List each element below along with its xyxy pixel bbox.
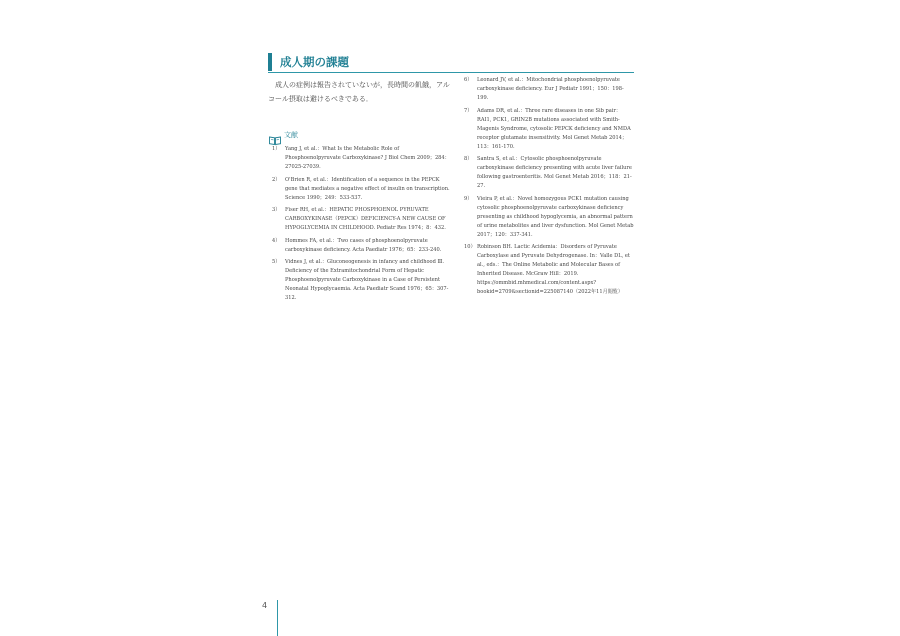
reference-text: Vidnes J, et al.：Gluconeogenesis in infancy and childhood Ⅲ. Deficiency of the Extramitochondrial Form of Hepatic Phosphoenolpyruvate Carboxykinase in a Case of Persistent Neonatal Hypoglycaemia. Acta Paediatr Scand 1976；65：307-312. [285,259,449,301]
reference-number: 9） [464,195,473,202]
reference-text: Leonard JV, et al.：Mitochondrial phosphoenolpyruvate carboxykinase deficiency. Eur J Pediatr 1991；150：198-199. [477,77,624,101]
references-right-column [464,76,634,301]
reference-text: Hommes FA, et al.：Two cases of phosphoenolpyruvate carboxykinase deficiency. Acta Paediatr 1976；65：233-240. [285,237,442,253]
reference-text: Yang J, et al.：What Is the Metabolic Role of Phosphoenolpyruvate Carboxykinase? J Biol Chem 2009；284：27025-27039. [285,146,450,170]
reference-item [464,243,634,297]
reference-item [272,206,453,233]
reference-text: Adams DR, et al.：Three rare diseases in one Sib pair：RAI1, PCK1, GRIN2B mutations associated with Smith-Magenis Syndrome, cytosolic PEPCK deficiency and NMDA receptor glutamate insensitivity. Mol Genet Metab 2014；113：161-170. [477,107,631,150]
reference-number: 5） [272,259,281,265]
reference-item [272,258,453,303]
reference-item [464,195,634,240]
section-title: 成人期の課題 [280,55,349,69]
references-left-column [272,145,453,307]
reference-text: Robinson BH. Lactic Acidemia：Disorders of Pyruvate Carboxylase and Pyruvate Dehydrogenase. In：Valle DL, et al., eds.：The Online Metabolic and Molecular Bases of Inherited Disease. McGraw Hill：2019. https://ommbid.mhmedical.com/content.aspx?bookid=2709&sectionid=225087140（2022年11月閲覧） [477,244,630,295]
body-paragraph: 成人の症例は報告されていないが，長時間の飢餓，アルコール摂取は避けるべきである． [268,81,450,103]
reference-item [464,107,634,152]
reference-number: 10） [464,244,476,250]
reference-number: 3） [272,207,281,213]
reference-text: Fiser RH, et al.：HEPATIC PHOSPHOENOL PYRUVATE CARBOXYKINASE（PEPCK）DEFICIENCY-A NEW CAUSE OF HYPOGLYCEMIA IN CHILDHOOD. Pediatr Res 1974；8：432. [285,207,446,231]
reference-item [272,145,453,172]
section-accent-bar [268,53,272,71]
reference-text: Vieira P, et al.：Novel homozygous PCK1 mutation causing cytosolic phosphoenolpyruvate carboxykinase deficiency presenting as childhood hypoglycemia, an abnormal pattern of urine metabolites and liver dysfunction. Mol Genet Metab 2017；120：337-341. [477,195,634,238]
reference-number: 2） [272,176,281,183]
section-header [268,52,634,73]
reference-item [464,76,634,103]
margin-rule [277,600,278,636]
reference-number: 1） [272,146,281,152]
reference-item [464,155,634,191]
reference-number: 6） [464,77,473,83]
references-label: 文献 [284,131,298,139]
page-number: 4 [262,601,268,610]
reference-number: 8） [464,156,473,162]
reference-number: 7） [464,107,473,114]
reference-item [272,176,453,203]
reference-number: 4） [272,237,281,244]
reference-text: Santra S, et al.：Cytosolic phosphoenolpyruvate carboxykinase deficiency presenting with acute liver failure following gastroenteritis. Mol Genet Metab 2016；118：21-27. [477,156,632,189]
reference-text: O'Brien R, et al.：Identification of a sequence in the PEPCK gene that mediates a negative effect of insulin on transcription. Science 1990；249：533-537. [285,176,450,201]
reference-item [272,237,453,255]
